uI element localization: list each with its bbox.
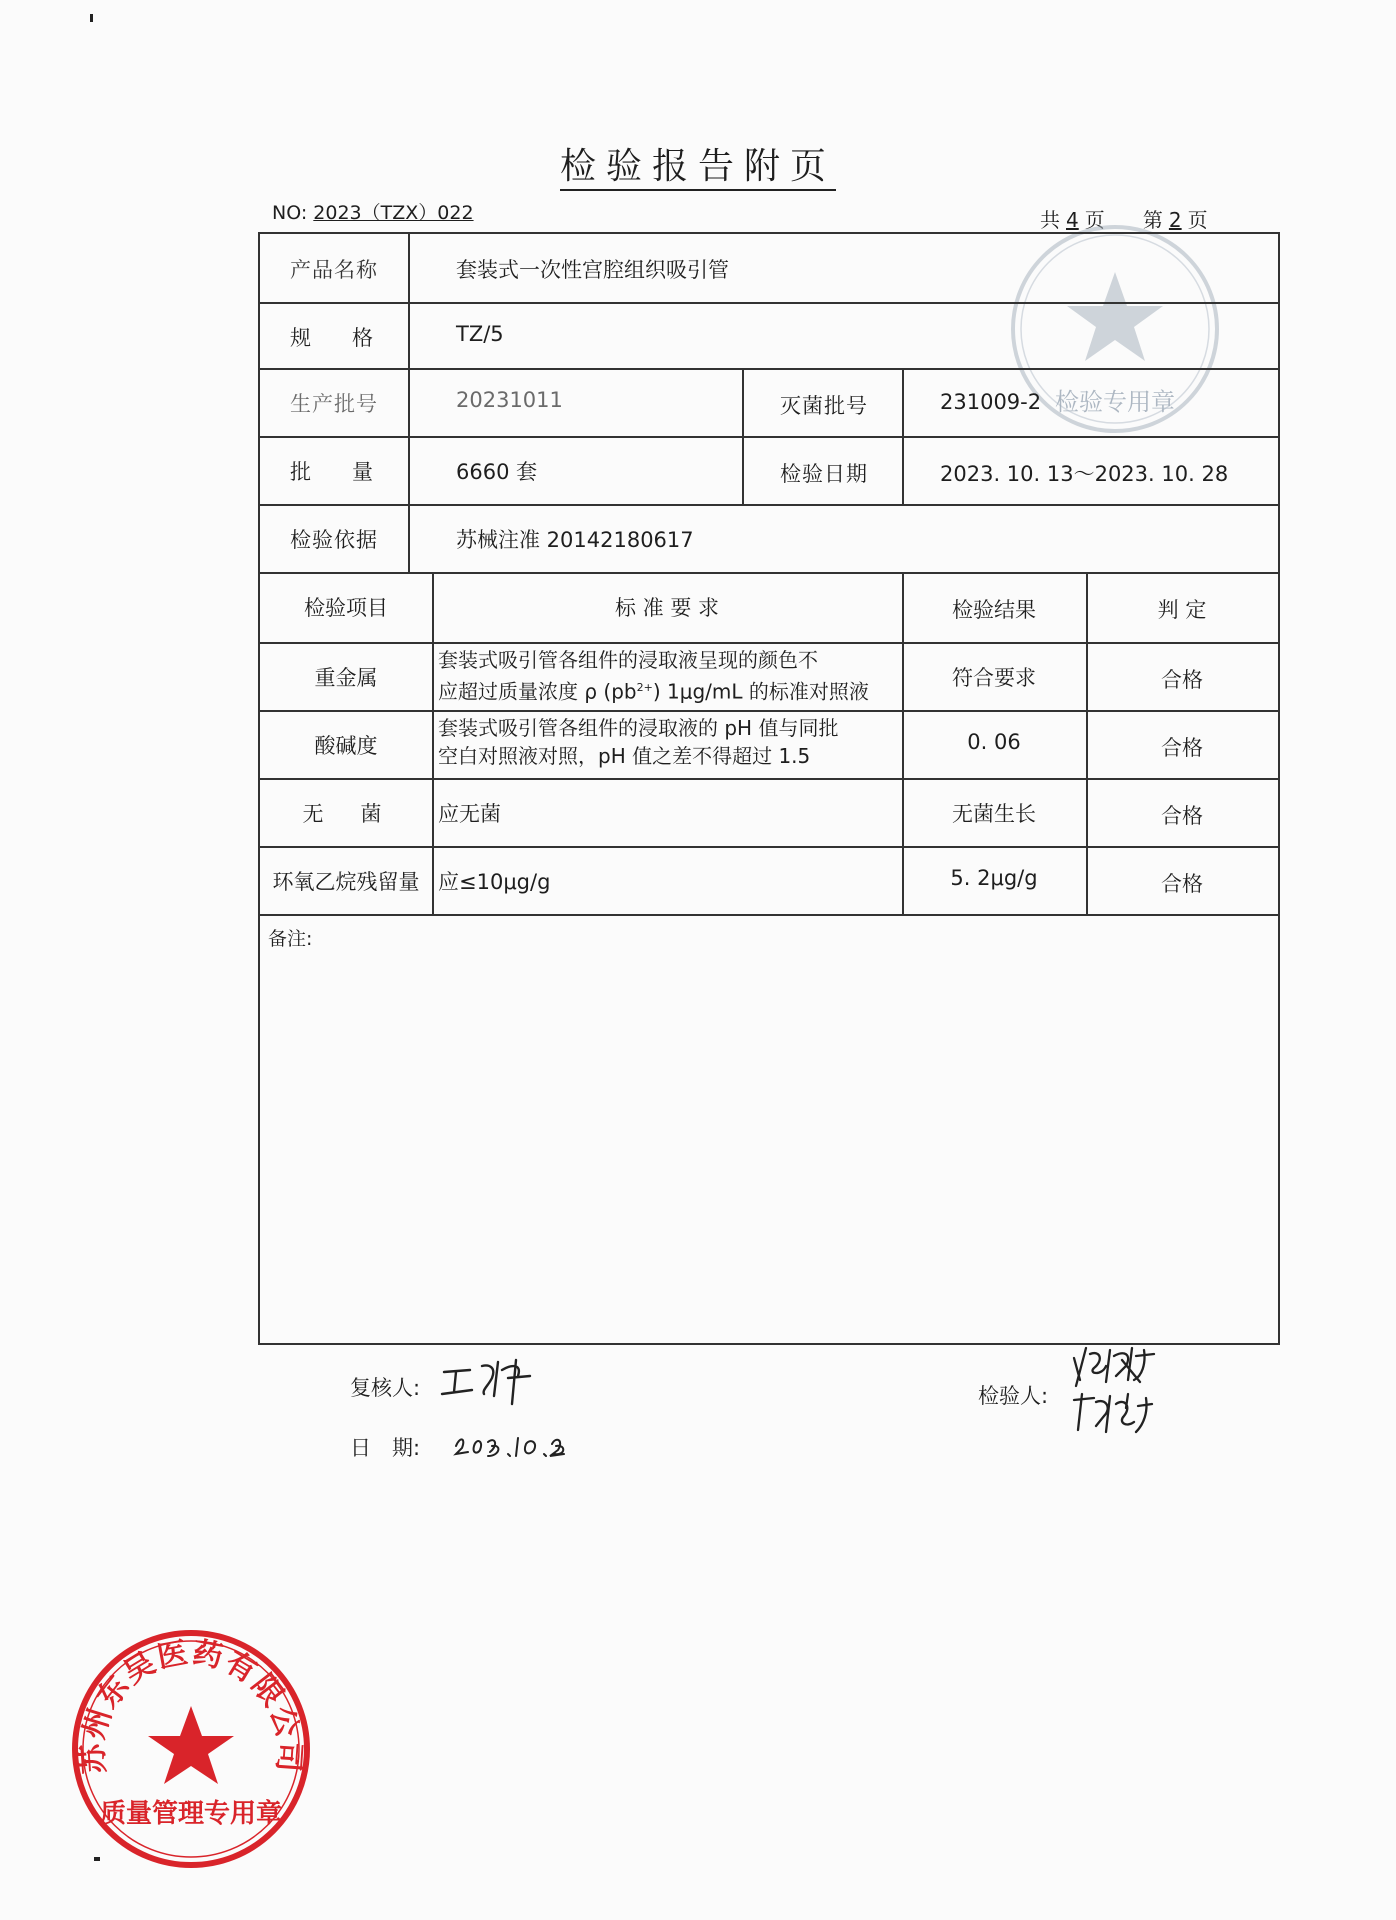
row-3-verdict: 合格 [1161, 804, 1203, 828]
basis-label: 检验依据 [290, 528, 378, 552]
lot-label: 生产批号 [290, 392, 378, 416]
lot-value: 20231011 [456, 388, 563, 412]
row-1-requirement: 套装式吸引管各组件的浸取液呈现的颜色不 应超过质量浓度 ρ $(pb^{2+})$ 1μg/mL 的标准对照液 [438, 648, 869, 704]
company-quality-seal [66, 1624, 316, 1874]
row-1-verdict: 合格 [1161, 668, 1203, 692]
header-result: 检验结果 [952, 598, 1036, 622]
scan-mark-bottom [94, 1857, 100, 1861]
seal-star-icon [148, 1706, 234, 1784]
spec-label: 规 格 [290, 326, 383, 350]
date-label: 日 期: [350, 1436, 421, 1460]
date-handwritten [452, 1424, 572, 1464]
product-name-label: 产品名称 [290, 258, 378, 282]
remarks-label: 备注: [268, 928, 313, 950]
row-4-result: 5. 2μg/g [950, 866, 1038, 890]
row-2-result: 0. 06 [967, 730, 1021, 754]
row-1-item: 重金属 [314, 666, 378, 690]
row-3-item: 无 菌 [302, 802, 390, 826]
product-name-value: 套装式一次性宫腔组织吸引管 [456, 258, 729, 282]
reviewer-label: 复核人: [350, 1376, 421, 1400]
watermark-seal-text: 检验专用章 [1055, 388, 1175, 416]
seal-purpose-text: 质量管理专用章 [99, 1799, 283, 1829]
seal-company-text: 苏州东吴医药有限公司 [75, 1635, 307, 1775]
current-page: 2 [1168, 208, 1182, 232]
row-3-requirement: 应无菌 [438, 802, 501, 826]
row-1-result: 符合要求 [952, 666, 1036, 690]
row-4-item: 环氧乙烷残留量 [272, 870, 420, 894]
spec-value: TZ/5 [456, 322, 504, 346]
sterile-lot-label: 灭菌批号 [780, 394, 868, 418]
report-number: NO: 2023（TZX）022 [272, 202, 474, 224]
header-item: 检验项目 [304, 596, 388, 620]
scan-mark-top [90, 14, 93, 22]
test-date-label: 检验日期 [780, 462, 868, 486]
batch-label: 批 量 [290, 460, 383, 484]
basis-value: 苏械注准 20142180617 [456, 528, 694, 552]
page-counter: 共 4 页 第 2 页 [1040, 208, 1208, 232]
sterile-lot-value: 231009-2 [940, 390, 1042, 414]
reviewer-signature [438, 1350, 548, 1410]
row-2-verdict: 合格 [1161, 736, 1203, 760]
row-2-requirement: 套装式吸引管各组件的浸取液的 pH 值与同批 空白对照液对照，pH 值之差不得超过 1.5 [438, 716, 839, 768]
batch-value: 6660 套 [456, 460, 538, 484]
row-4-requirement: 应≤10μg/g [438, 870, 551, 894]
row-3-result: 无菌生长 [952, 802, 1036, 826]
report-number-value: 2023（TZX）022 [313, 202, 474, 224]
report-form [258, 232, 1280, 1345]
header-verdict: 判 定 [1157, 598, 1207, 622]
row-4-verdict: 合格 [1161, 872, 1203, 896]
total-pages: 4 [1066, 208, 1079, 232]
page-title: 检验报告附页 [0, 138, 1396, 189]
row-2-item: 酸碱度 [314, 734, 378, 758]
inspector-label: 检验人: [978, 1384, 1049, 1408]
test-date-value: 2023. 10. 13～2023. 10. 28 [940, 462, 1229, 486]
header-requirement: 标 准 要 求 [614, 596, 720, 620]
inspector-signature [1066, 1336, 1176, 1446]
